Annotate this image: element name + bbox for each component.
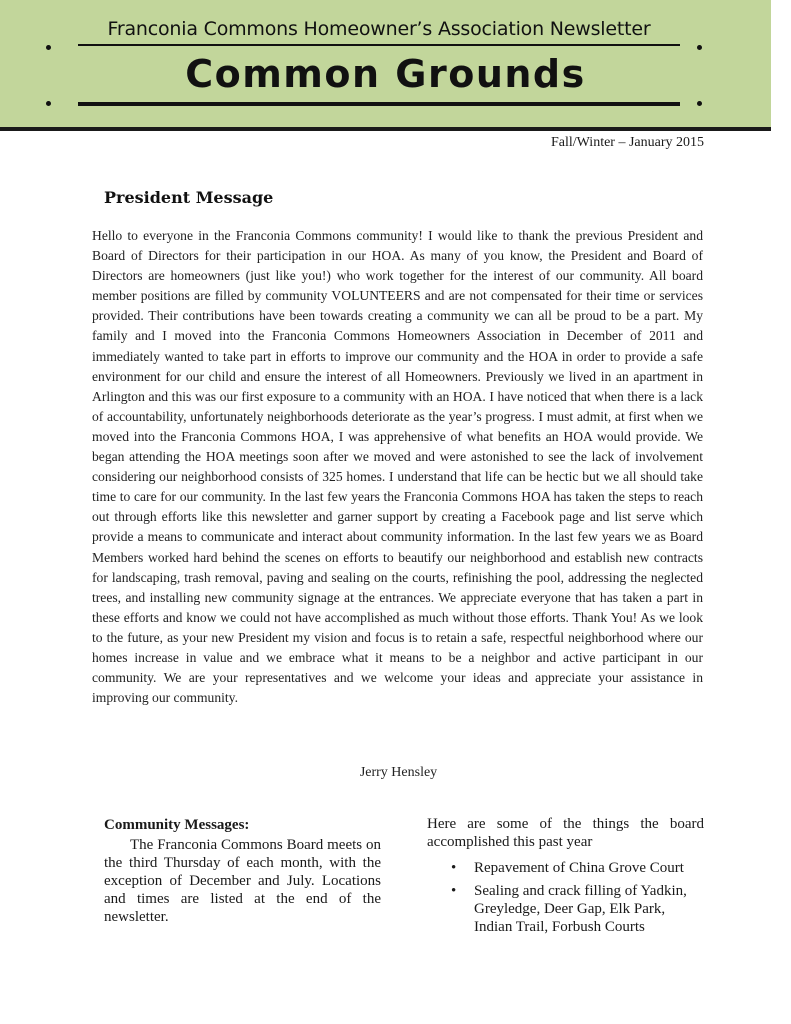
ornament-dot	[46, 45, 51, 50]
list-item-text: Sealing and crack filling of Yadkin, Greyledge, Deer Gap, Elk Park, Indian Trail, Forbush Courts	[474, 883, 687, 935]
masthead-top-rule	[78, 44, 680, 46]
bullet-icon: •	[451, 860, 457, 876]
community-messages-heading: Community Messages:	[104, 817, 250, 833]
masthead	[0, 0, 771, 131]
bullet-icon: •	[451, 883, 457, 899]
list-item-text: Repavement of China Grove Court	[474, 860, 684, 876]
president-message-body: Hello to everyone in the Franconia Commons community! I would like to thank the previous President and Board of Directors for their participation in our HOA. As many of you know, the President and Board of Directors are homeowners (just like you!) who work together for the interest of our community. All board member positions are filled by community VOLUNTEERS and are not compensated for their time or services provided. Their contributions have been towards creating a community we can all be proud to be a part. My family and I moved into the Franconia Commons Homeowners Association in December of 2011 and immediately wanted to take part in efforts to improve our community and the HOA in order to provide a safe environment for our child and ensure the interest of all Homeowners. Previously we lived in an apartment in Arlington and this was our first exposure to a community with an HOA. I have noticed that when there is a lack of accountability, unfortunately neighborhoods deteriorate as the year’s progress. I must admit, at first when we moved into the Franconia Commons HOA, I was apprehensive of what benefits an HOA would provide. We began attending the HOA meetings soon after we moved and were astonished to see the lack of involvement considering our neighborhood consists of 325 homes. I understand that life can be hectic but we all should take time to care for our community. In the last few years the Franconia Commons HOA has taken the steps to reach out through efforts like this newsletter and garner support by creating a Facebook page and list serve which provide a means to communicate and interact about community information. In the last few years we as Board Members worked hard behind the scenes on efforts to beautify our neighborhood and establish new contracts for landscaping, trash removal, paving and sealing on the courts, refinishing the pool, addressing the neglected trees, and installing new community signage at the entrances. We appreciate everyone that has taken a part in these efforts and know we could not have accomplished as much without those efforts. Thank You! As we look to the future, as your new President my vision and focus is to retain a safe, respectful neighborhood where our homes increase in value and we embrace what it means to be a neighbor and active participant in our community. We are your representatives and we welcome your ideas and appreciate your assistance in improving our community.	[92, 228, 703, 706]
board-accomplishments-list	[427, 859, 704, 936]
newsletter-subtitle: Franconia Commons Homeowner’s Association Newsletter	[107, 18, 651, 40]
ornament-dot	[697, 45, 702, 50]
community-messages-section	[104, 816, 381, 926]
newsletter-title: Common Grounds	[185, 52, 586, 96]
ornament-dot	[46, 101, 51, 106]
board-accomplishments-intro: Here are some of the things the board accomplished this past year	[427, 816, 704, 850]
president-signature: Jerry Hensley	[359, 765, 438, 780]
masthead-bottom-rule	[78, 102, 680, 106]
community-messages-body: The Franconia Commons Board meets on the third Thursday of each month, with the exception of December and July. Locations and times are listed at the end of the newsletter.	[104, 837, 381, 925]
list-item	[427, 882, 704, 936]
ornament-dot	[697, 101, 702, 106]
list-item	[427, 859, 704, 877]
issue-date: Fall/Winter – January 2015	[550, 135, 704, 150]
president-message-heading: President Message	[104, 188, 274, 207]
board-accomplishments-section	[427, 815, 704, 941]
